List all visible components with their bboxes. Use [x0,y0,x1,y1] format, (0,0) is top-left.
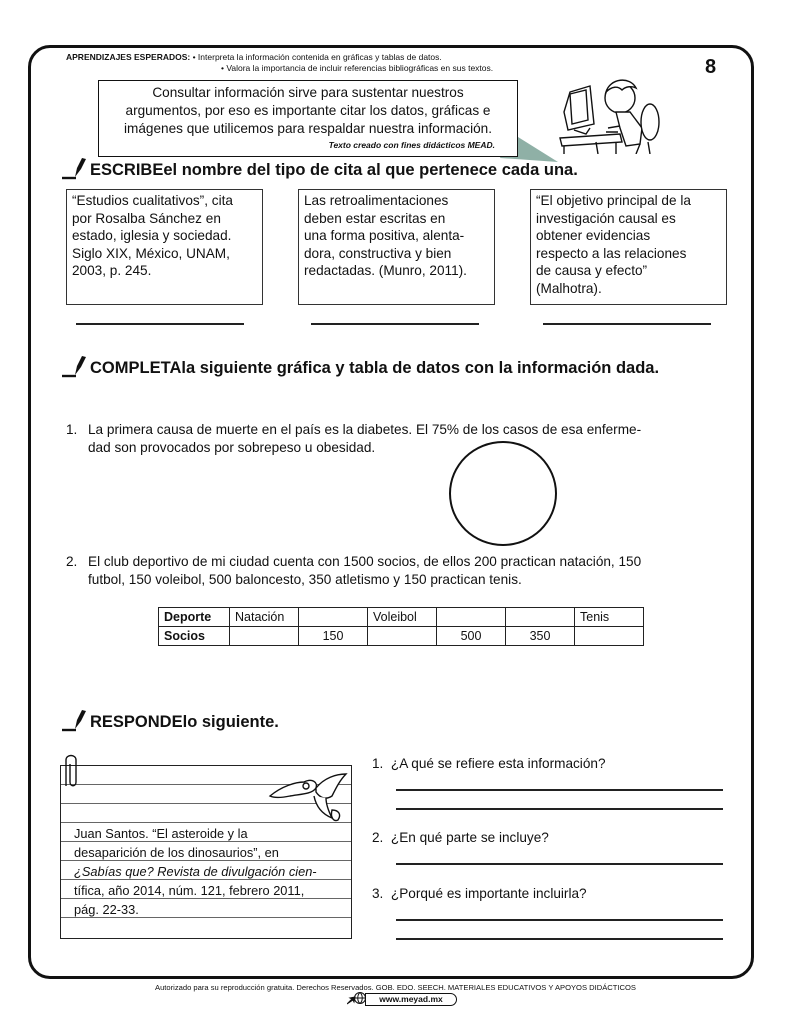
reference-line: tífica, año 2014, núm. 121, febrero 2011, [74,883,305,898]
intro-credit: Texto creado con fines didácticos MEAD. [328,140,495,150]
citation-line: estado, iglesia y sociedad. [72,228,232,243]
table-cell[interactable]: Natación [230,608,299,627]
item-text: El club deportivo de mi ciudad cuenta con 1500 socios, de ellos 200 practican natación, 150 [88,554,642,569]
table-cell[interactable] [506,608,575,627]
citation-line: por Rosalba Sánchez en [72,210,221,226]
intro-line: argumentos, por eso es importante citar los datos, gráficas e [125,103,491,118]
section-verb: COMPLETA [90,359,182,377]
section-instruction: el nombre del tipo de cita al que pertenece cada una. [163,161,578,179]
reference-line: Juan Santos. “El asteroide y la [74,826,248,841]
exercise-item-2 [66,553,736,589]
citation-line: deben estar escritas en [304,210,446,226]
citation-line: (Malhotra). [536,280,602,296]
pterodactyl-illustration [266,770,352,828]
citation-line: Siglo XIX, México, UNAM, [72,245,230,261]
table-cell[interactable]: 150 [299,627,368,646]
globe-cursor-icon [347,991,367,1005]
question-text: ¿En qué parte se incluye? [390,830,549,845]
question-2 [372,830,549,845]
answer-line-q1-a[interactable] [396,789,723,791]
citation-line: “El objetivo principal de la [536,193,691,208]
intro-line: Consultar información sirve para sustentar nuestros [152,85,464,100]
row-header-deporte: Deporte [159,608,230,627]
intro-line: imágenes que utilicemos para respaldar nuestra información. [124,121,492,136]
answer-line-cite-1[interactable] [76,323,244,325]
paperclip-icon [60,752,82,790]
question-number: 3. [372,886,384,901]
pencil-icon [60,708,88,732]
section-title-escribe [60,156,578,180]
reference-line: ¿Sabías que? Revista de divulgación cien- [74,864,317,879]
question-1 [372,756,606,771]
answer-line-cite-3[interactable] [543,323,711,325]
citation-box-3 [530,189,727,305]
pencil-icon [60,354,88,378]
item-number: 2. [66,554,78,569]
table-cell[interactable]: 500 [437,627,506,646]
row-header-socios: Socios [159,627,230,646]
citation-line: una forma positiva, alenta- [304,228,465,243]
section-verb: RESPONDE [90,713,183,731]
section-verb: ESCRIBE [90,161,164,179]
objective-1: • Interpreta la información contenida en gráficas y tablas de datos. [192,52,442,62]
table-cell[interactable] [230,627,299,646]
table-cell[interactable] [437,608,506,627]
answer-line-q1-b[interactable] [396,808,723,810]
answer-line-q3-b[interactable] [396,938,723,940]
citation-line: investigación causal es [536,210,676,226]
citation-box-1 [66,189,263,305]
empty-pie-chart-circle[interactable] [449,441,557,546]
citation-line: 2003, p. 245. [72,263,152,278]
item-text: La primera causa de muerte en el país es la diabetes. El 75% de los casos de esa enferme- [88,422,642,437]
exercise-item-1 [66,421,736,457]
question-3 [372,886,587,901]
question-number: 1. [372,756,384,771]
question-number: 2. [372,830,384,845]
citation-line: obtener evidencias [536,228,651,243]
table-cell[interactable]: Tenis [575,608,644,627]
reference-line: pág. 22-33. [74,902,139,917]
item-text: dad son provocados por sobrepeso u obesidad. [88,440,376,455]
citation-line: redactadas. (Munro, 2011). [304,263,467,278]
reference-line: desaparición de los dinosaurios”, en [74,845,279,860]
section-instruction: lo siguiente. [182,713,279,731]
question-text: ¿A qué se refiere esta información? [390,756,606,771]
learning-objectives [66,52,493,74]
table-cell[interactable] [575,627,644,646]
intro-note [98,80,518,157]
section-title-completa [60,354,659,378]
table-row [159,608,644,627]
answer-line-q3-a[interactable] [396,919,723,921]
answer-line-cite-2[interactable] [311,323,479,325]
page-number: 8 [705,56,717,78]
sports-data-table [158,607,644,646]
footer-copyright: Autorizado para su reproducción gratuita. Derechos Reservados. GOB. EDO. SEECH. MATERIALES EDUCATIVOS Y APOYOS DIDÁCTICOS [155,983,636,992]
question-text: ¿Porqué es importante incluirla? [390,886,587,901]
citation-line: “Estudios cualitativos”, cita [72,193,233,208]
pencil-icon [60,156,88,180]
section-instruction: la siguiente gráfica y tabla de datos con la información dada. [181,359,660,377]
website-link[interactable]: www.meyad.mx [365,993,457,1006]
citation-line: respecto a las relaciones [536,245,687,261]
citation-line: dora, constructiva y bien [304,245,452,261]
citation-box-2 [298,189,495,305]
item-number: 1. [66,422,78,437]
table-cell[interactable]: Voleibol [368,608,437,627]
answer-line-q2[interactable] [396,863,723,865]
student-computer-illustration [556,72,676,154]
item-text: futbol, 150 voleibol, 500 baloncesto, 350 atletismo y 150 practican tenis. [88,572,522,587]
table-cell[interactable] [299,608,368,627]
table-row [159,627,644,646]
table-cell[interactable] [368,627,437,646]
table-cell[interactable]: 350 [506,627,575,646]
bibliographic-reference [74,824,344,919]
citation-line: de causa y efecto” [536,263,648,278]
objective-2: • Valora la importancia de incluir referencias bibliográficas en sus textos. [221,63,494,73]
section-title-responde [60,708,279,732]
citation-line: Las retroalimentaciones [304,193,449,208]
objectives-label: APRENDIZAJES ESPERADOS: [66,52,191,62]
